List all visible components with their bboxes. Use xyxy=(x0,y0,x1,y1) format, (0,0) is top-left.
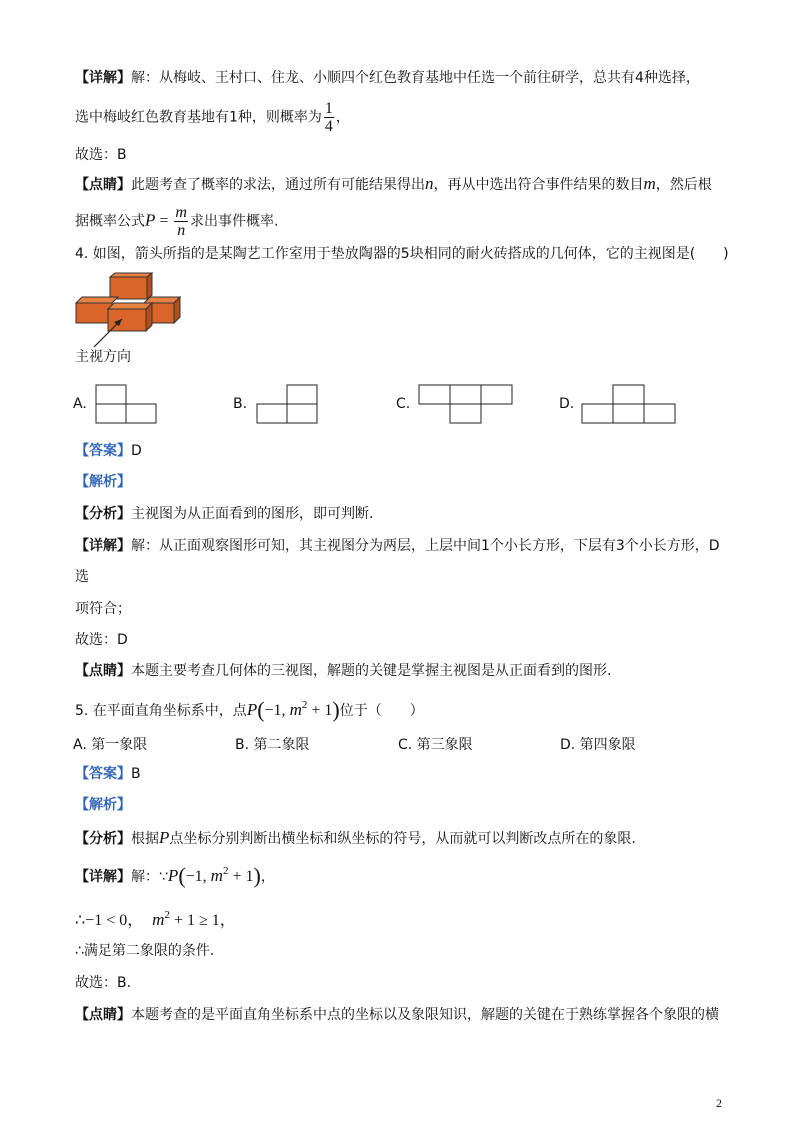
q4-option-c-figure xyxy=(419,385,513,425)
q4-detail-line-3: 项符合； xyxy=(75,601,131,617)
q5-conclusion: ∴满足第二象限的条件. xyxy=(75,943,215,959)
q4-choose: 故选：D xyxy=(75,632,128,648)
q5-detail: 【详解】解：∵P(−1, $m^2 + 1$)， xyxy=(75,863,275,888)
page-number: 2 xyxy=(716,1096,722,1110)
q4-analysis-tag: 【解析】 xyxy=(75,474,131,490)
brick-stack-figure xyxy=(74,275,184,345)
q5-fenxi: 【分析】根据P点坐标分别判断出横坐标和纵坐标的符号，从而就可以判断改点所在的象限. xyxy=(75,828,636,847)
dianjing-line-1: 【点睛】此题考查了概率的求法，通过所有可能结果得出n，再从中选出符合事件结果的数目m，然后根 xyxy=(75,174,712,193)
q5-answer: 【答案】B xyxy=(75,766,141,782)
q5-option-d: D. 第四象限 xyxy=(560,737,636,753)
q4-option-b-label: B. xyxy=(233,396,248,412)
detail-line-1: 【详解】解：从梅岐、王村口、住龙、小顺四个红色教育基地中任选一个前往研学，总共有4种选择， xyxy=(75,70,700,86)
q5-option-a: A. 第一象限 xyxy=(73,737,148,753)
detail-tag: 【详解】 xyxy=(75,70,131,86)
q5-stem: 5. 在平面直角坐标系中，点P(−1, $m^2 + 1$)位于（ ） xyxy=(75,697,424,722)
q5-analysis-tag: 【解析】 xyxy=(75,797,131,813)
q5-option-c: C. 第三象限 xyxy=(398,737,473,753)
fraction-m-over-n: $\frac{m}{n}$ xyxy=(175,204,187,239)
q4-option-a-label: A. xyxy=(73,396,87,412)
dianjing-line-2: 据概率公式P = $\frac{m}{n}$ 求出事件概率. xyxy=(75,204,279,239)
q5-dianjing: 【点睛】本题考查的是平面直角坐标系中点的坐标以及象限知识，解题的关键在于熟练掌握各个象限的横 xyxy=(75,1007,719,1023)
q4-option-a-figure xyxy=(96,385,158,425)
choose-line-1: 故选：B xyxy=(75,147,127,163)
q5-inequalities: ∴−1 < 0， $m^2 + 1 \ge 1$， xyxy=(75,909,236,929)
fraction-one-quarter: $\frac{1}{4}$ xyxy=(324,100,333,135)
q5-option-b: B. 第二象限 xyxy=(235,737,310,753)
q4-option-d-label: D. xyxy=(559,396,575,412)
q4-option-b-figure xyxy=(257,385,319,425)
q5-choose: 故选：B. xyxy=(75,975,132,991)
q4-detail-line-2: 选 xyxy=(75,569,89,585)
detail-line-2: 选中梅岐红色教育基地有1种，则概率为 $\frac{1}{4}$ ， xyxy=(75,100,350,135)
view-direction-label: 主视方向 xyxy=(75,349,131,365)
q4-option-d-figure xyxy=(582,385,676,425)
q4-fenxi: 【分析】主视图为从正面看到的图形，即可判断. xyxy=(75,506,374,522)
q4-answer: 【答案】D xyxy=(75,443,142,459)
q4-stem: 4. 如图，箭头所指的是某陶艺工作室用于垫放陶器的5块相同的耐火砖搭成的几何体，它的主视图是( ) xyxy=(75,246,729,262)
q4-detail-line-1: 【详解】解：从正面观察图形可知，其主视图分为两层，上层中间1个小长方形，下层有3个小长方形，D xyxy=(75,538,720,554)
q4-option-c-label: C. xyxy=(396,396,411,412)
q4-dianjing: 【点睛】本题主要考查几何体的三视图，解题的关键是掌握主视图是从正面看到的图形. xyxy=(75,663,612,679)
